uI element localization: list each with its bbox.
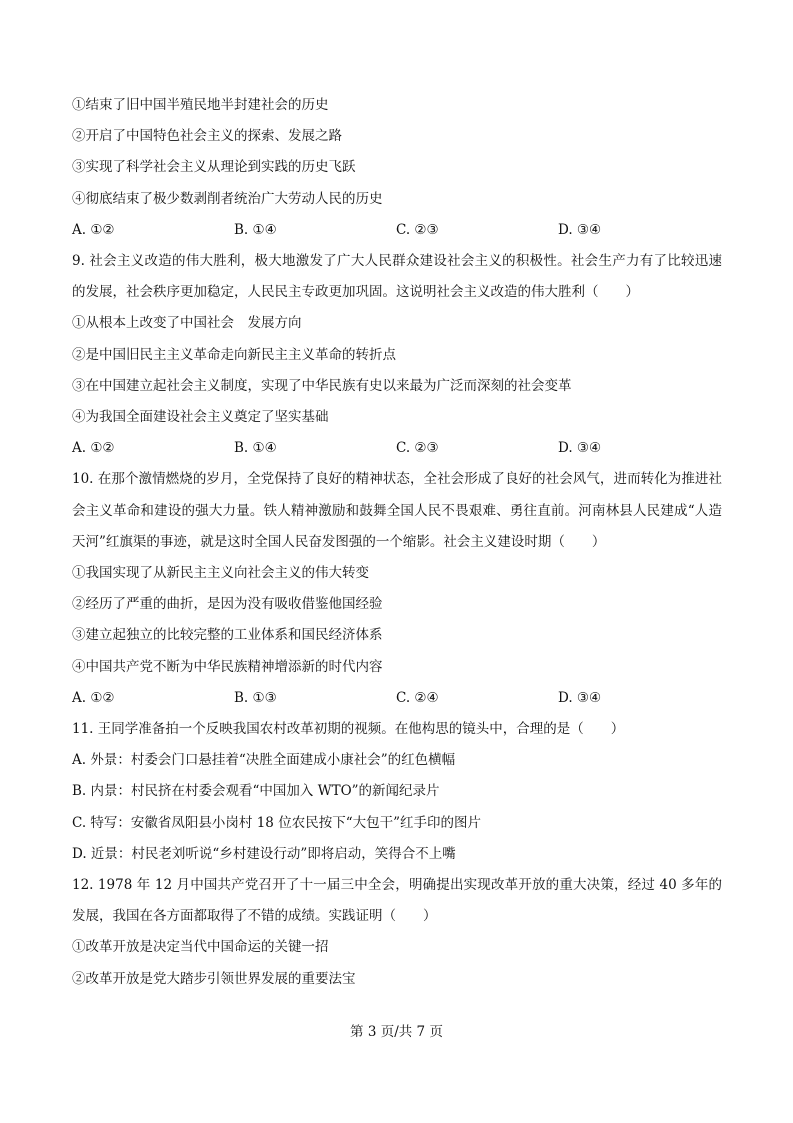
q8-item-2: ②开启了中国特色社会主义的探索、发展之路	[72, 128, 342, 145]
question-8	[72, 90, 722, 246]
question-10	[72, 464, 722, 714]
q8-options	[72, 215, 722, 246]
q9-option-b: B. ①④	[234, 440, 277, 457]
q10-option-a: A. ①②	[72, 689, 115, 706]
q10-stem: 10. 在那个激情燃烧的岁月，全党保持了良好的精神状态，全社会形成了良好的社会风气，进而转化为推进社会主义革命和建设的强大力量。铁人精神激励和鼓舞全国人民不畏艰难、勇往直前。河南林县人民建成“人造天河”红旗渠的事迹，就是这时全国人民奋发图强的一个缩影。社会主义建设时期（ ）	[72, 471, 722, 550]
q10-option-d: D. ③④	[558, 689, 602, 706]
q12-item-2: ②改革开放是党大踏步引领世界发展的重要法宝	[72, 970, 356, 987]
question-11	[72, 714, 722, 870]
page-content	[72, 90, 722, 995]
q8-option-a: A. ①②	[72, 221, 115, 238]
page-footer: 第 3 页/共 7 页	[350, 1024, 443, 1040]
q9-item-2: ②是中国旧民主主义革命走向新民主主义革命的转折点	[72, 346, 396, 363]
q9-item-3: ③在中国建立起社会主义制度，实现了中华民族有史以来最为广泛而深刻的社会变革	[72, 377, 572, 394]
q11-choice-a: A. 外景：村委会门口悬挂着“决胜全面建成小康社会”的红色横幅	[72, 752, 456, 769]
q10-item-4: ④中国共产党不断为中华民族精神增添新的时代内容	[72, 658, 383, 675]
q8-option-d: D. ③④	[558, 221, 602, 238]
q8-option-c: C. ②③	[396, 221, 439, 238]
q10-item-2: ②经历了严重的曲折，是因为没有吸收借鉴他国经验	[72, 596, 383, 613]
q11-stem: 11. 王同学准备拍一个反映我国农村改革初期的视频。在他构思的镜头中，合理的是（ ）	[72, 721, 625, 738]
q9-option-d: D. ③④	[558, 440, 602, 457]
q12-item-1: ①改革开放是决定当代中国命运的关键一招	[72, 939, 329, 956]
q11-choice-d: D. 近景：村民老刘听说“乡村建设行动”即将启动，笑得合不上嘴	[72, 845, 456, 862]
question-9	[72, 246, 722, 464]
q9-item-4: ④为我国全面建设社会主义奠定了坚实基础	[72, 409, 329, 426]
q9-options	[72, 433, 722, 464]
q12-stem: 12. 1978 年 12 月中国共产党召开了十一届三中全会，明确提出实现改革开放的重大决策，经过 40 多年的发展，我国在各方面都取得了不错的成绩。实践证明（ ）	[72, 877, 722, 925]
q11-choice-c: C. 特写：安徽省凤阳县小岗村 18 位农民按下“大包干”红手印的图片	[72, 814, 481, 831]
q9-option-a: A. ①②	[72, 440, 115, 457]
q9-item-1: ①从根本上改变了中国社会 发展方向	[72, 315, 302, 332]
q10-option-b: B. ①③	[234, 689, 277, 706]
q10-options	[72, 683, 722, 714]
q9-option-c: C. ②③	[396, 440, 439, 457]
q10-item-3: ③建立起独立的比较完整的工业体系和国民经济体系	[72, 627, 383, 644]
q8-item-1: ①结束了旧中国半殖民地半封建社会的历史	[72, 97, 329, 113]
q10-item-1: ①我国实现了从新民主主义向社会主义的伟大转变	[72, 565, 369, 582]
q11-choice-b: B. 内景：村民挤在村委会观看“中国加入 WTO”的新闻纪录片	[72, 783, 440, 800]
q9-stem: 9. 社会主义改造的伟大胜利，极大地激发了广大人民群众建设社会主义的积极性。社会生产力有了比较迅速的发展，社会秩序更加稳定，人民民主专政更加巩固。这说明社会主义改造的伟大胜利（ ）	[72, 253, 722, 301]
q8-option-b: B. ①④	[234, 221, 277, 238]
q8-item-3: ③实现了科学社会主义从理论到实践的历史飞跃	[72, 159, 356, 176]
question-12	[72, 870, 722, 995]
q10-option-c: C. ②④	[396, 689, 439, 706]
q8-item-4: ④彻底结束了极少数剥削者统治广大劳动人民的历史	[72, 190, 383, 207]
